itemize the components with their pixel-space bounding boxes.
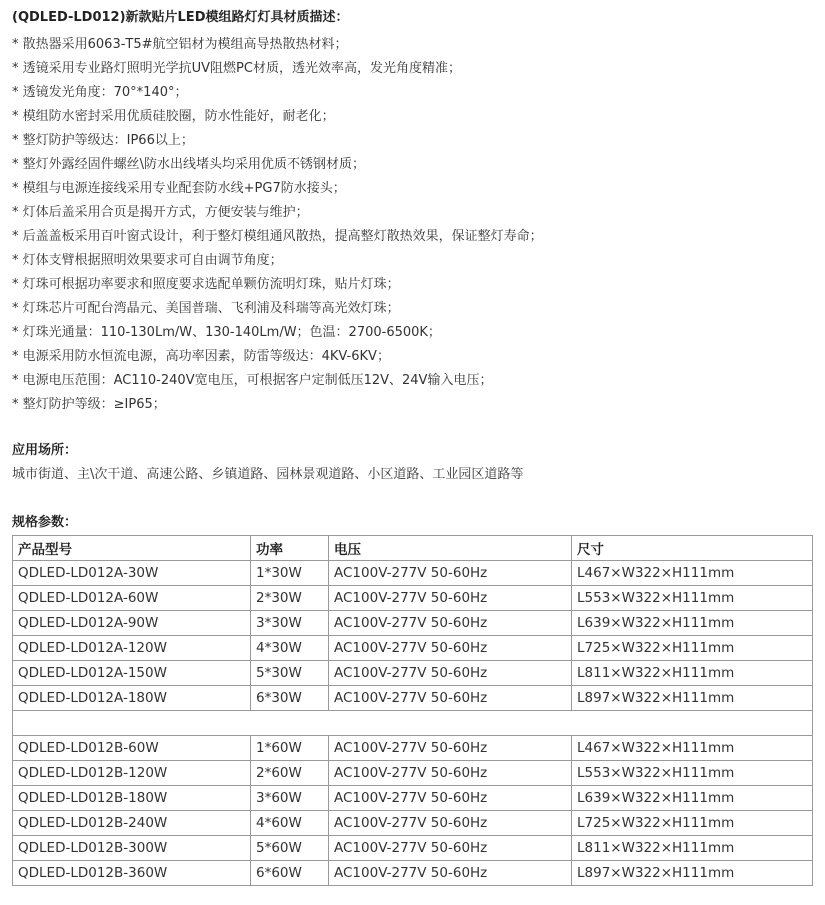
- table-row: [13, 861, 813, 886]
- feature-item: * 后盖盖板采用百叶窗式设计，利于整灯模组通风散热，提高整灯散热效果，保证整灯寿命；: [12, 229, 543, 244]
- feature-item: * 灯体后盖采用合页是揭开方式，方便安装与维护；: [12, 205, 309, 220]
- table-row: [13, 586, 813, 611]
- cell-power: 6*30W: [251, 686, 329, 711]
- cell-size: L897×W322×H111mm: [572, 861, 813, 886]
- table-row: [13, 561, 813, 586]
- header-power: 功率: [251, 536, 329, 561]
- cell-voltage: AC100V-277V 50-60Hz: [329, 786, 572, 811]
- cell-voltage: AC100V-277V 50-60Hz: [329, 736, 572, 761]
- cell-size: L467×W322×H111mm: [572, 736, 813, 761]
- cell-power: 2*60W: [251, 761, 329, 786]
- table-row: [13, 611, 813, 636]
- cell-model: QDLED-LD012B-300W: [13, 836, 251, 861]
- cell-model: QDLED-LD012B-120W: [13, 761, 251, 786]
- cell-power: 4*30W: [251, 636, 329, 661]
- feature-item: * 整灯外露经固件螺丝\防水出线堵头均采用优质不锈钢材质；: [12, 157, 366, 172]
- cell-power: 4*60W: [251, 811, 329, 836]
- specs-title: 规格参数：: [12, 515, 78, 530]
- page-title: (QDLED-LD012)新款贴片LED模组路灯灯具材质描述：: [12, 10, 349, 25]
- table-row: [13, 836, 813, 861]
- cell-size: L725×W322×H111mm: [572, 811, 813, 836]
- cell-model: QDLED-LD012B-240W: [13, 811, 251, 836]
- cell-voltage: AC100V-277V 50-60Hz: [329, 811, 572, 836]
- cell-size: L639×W322×H111mm: [572, 611, 813, 636]
- feature-item: * 灯珠光通量：110-130Lm/W、130-140Lm/W；色温：2700-6500K；: [12, 325, 441, 340]
- cell-power: 3*60W: [251, 786, 329, 811]
- cell-model: QDLED-LD012A-180W: [13, 686, 251, 711]
- cell-voltage: AC100V-277V 50-60Hz: [329, 611, 572, 636]
- application-title: 应用场所：: [12, 443, 78, 458]
- cell-size: L811×W322×H111mm: [572, 661, 813, 686]
- cell-power: 1*30W: [251, 561, 329, 586]
- feature-list: [12, 33, 543, 417]
- cell-voltage: AC100V-277V 50-60Hz: [329, 861, 572, 886]
- table-row: [13, 636, 813, 661]
- table-row: [13, 786, 813, 811]
- feature-item: * 灯珠可根据功率要求和照度要求选配单颗仿流明灯珠，贴片灯珠；: [12, 277, 400, 292]
- cell-model: QDLED-LD012A-60W: [13, 586, 251, 611]
- cell-power: 1*60W: [251, 736, 329, 761]
- cell-power: 2*30W: [251, 586, 329, 611]
- cell-size: L553×W322×H111mm: [572, 586, 813, 611]
- cell-size: L811×W322×H111mm: [572, 836, 813, 861]
- cell-voltage: AC100V-277V 50-60Hz: [329, 836, 572, 861]
- header-size: 尺寸: [572, 536, 813, 561]
- cell-model: QDLED-LD012A-90W: [13, 611, 251, 636]
- feature-item: * 灯珠芯片可配台湾晶元、美国普瑞、飞利浦及科瑞等高光效灯珠；: [12, 301, 400, 316]
- cell-model: QDLED-LD012A-120W: [13, 636, 251, 661]
- cell-power: 5*60W: [251, 836, 329, 861]
- cell-model: QDLED-LD012B-60W: [13, 736, 251, 761]
- feature-item: * 散热器采用6063-T5#航空铝材为模组高导热散热材料；: [12, 37, 348, 52]
- feature-item: * 透镜采用专业路灯照明光学抗UV阻燃PC材质，透光效率高，发光角度精准；: [12, 61, 461, 76]
- table-spacer-row: [13, 711, 813, 736]
- table-row: [13, 736, 813, 761]
- table-row: [13, 761, 813, 786]
- cell-size: L553×W322×H111mm: [572, 761, 813, 786]
- cell-voltage: AC100V-277V 50-60Hz: [329, 761, 572, 786]
- table-header-row: [13, 536, 813, 561]
- feature-item: * 电源采用防水恒流电源，高功率因素，防雷等级达：4KV-6KV；: [12, 349, 390, 364]
- feature-item: * 透镜发光角度：70°*140°；: [12, 85, 188, 100]
- cell-voltage: AC100V-277V 50-60Hz: [329, 586, 572, 611]
- cell-voltage: AC100V-277V 50-60Hz: [329, 636, 572, 661]
- cell-size: L467×W322×H111mm: [572, 561, 813, 586]
- cell-size: L725×W322×H111mm: [572, 636, 813, 661]
- feature-item: * 整灯防护等级：≥IP65；: [12, 397, 166, 412]
- cell-voltage: AC100V-277V 50-60Hz: [329, 686, 572, 711]
- cell-model: QDLED-LD012B-360W: [13, 861, 251, 886]
- table-row: [13, 686, 813, 711]
- header-voltage: 电压: [329, 536, 572, 561]
- cell-voltage: AC100V-277V 50-60Hz: [329, 661, 572, 686]
- cell-model: QDLED-LD012A-30W: [13, 561, 251, 586]
- application-text: 城市街道、主\次干道、高速公路、乡镇道路、园林景观道路、小区道路、工业园区道路等: [12, 467, 524, 482]
- cell-size: L897×W322×H111mm: [572, 686, 813, 711]
- cell-power: 3*30W: [251, 611, 329, 636]
- feature-item: * 模组防水密封采用优质硅胶圈，防水性能好，耐老化；: [12, 109, 335, 124]
- cell-size: L639×W322×H111mm: [572, 786, 813, 811]
- cell-model: QDLED-LD012B-180W: [13, 786, 251, 811]
- table-row: [13, 661, 813, 686]
- feature-item: * 整灯防护等级达：IP66以上；: [12, 133, 194, 148]
- cell-power: 5*30W: [251, 661, 329, 686]
- feature-item: * 模组与电源连接线采用专业配套防水线+PG7防水接头；: [12, 181, 346, 196]
- cell-model: QDLED-LD012A-150W: [13, 661, 251, 686]
- table-row: [13, 811, 813, 836]
- spec-table: [12, 535, 813, 886]
- spacer-cell: [13, 711, 813, 736]
- feature-item: * 电源电压范围：AC110-240V宽电压，可根据客户定制低压12V、24V输入电压；: [12, 373, 493, 388]
- cell-power: 6*60W: [251, 861, 329, 886]
- cell-voltage: AC100V-277V 50-60Hz: [329, 561, 572, 586]
- feature-item: * 灯体支臂根据照明效果要求可自由调节角度；: [12, 253, 283, 268]
- header-model: 产品型号: [13, 536, 251, 561]
